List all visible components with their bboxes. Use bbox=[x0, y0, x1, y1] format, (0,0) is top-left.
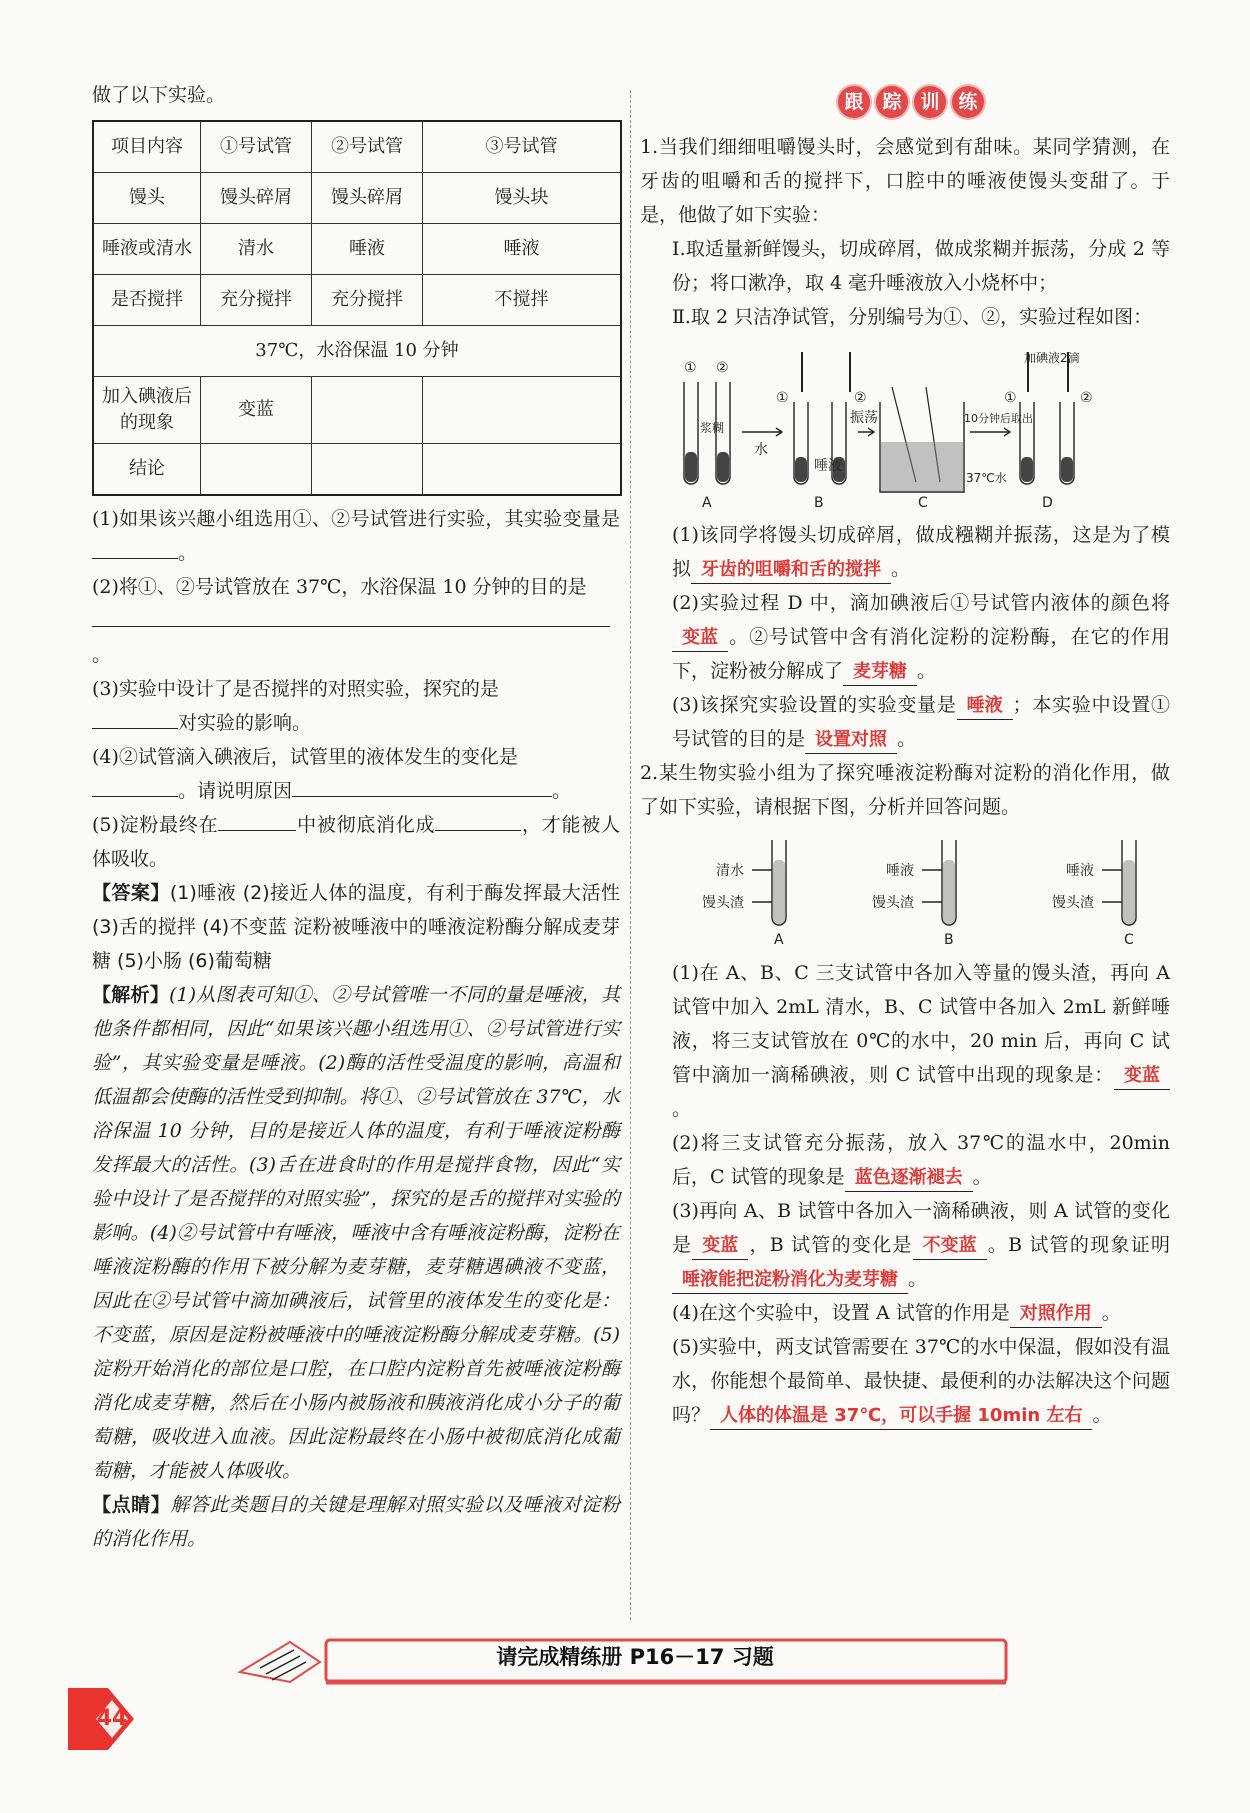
tube-top-label: 唾液 bbox=[886, 863, 914, 879]
left-question-5 bbox=[92, 808, 620, 876]
fig1-label: 振荡 bbox=[850, 410, 878, 426]
answer-blank bbox=[92, 604, 610, 627]
right-column bbox=[640, 130, 1170, 1432]
experiment-table bbox=[92, 120, 622, 496]
answer-blank bbox=[435, 808, 521, 831]
answer-fill: 对照作用 bbox=[1010, 1301, 1102, 1328]
table-row bbox=[93, 326, 621, 377]
tube-bottom-label: 馒头渣 bbox=[1052, 895, 1094, 911]
test-tubes-figure bbox=[640, 830, 1160, 950]
question-text: (1)在 A、B、C 三支试管中各加入等量的馒头渣，再向 A 试管中加入 2mL 清水，B、C 试管中各加入 2mL 新鲜唾液，将三支试管放在 0℃的水中，20 min 后，再向 C 试管中滴加一滴稀碘液，则 C 试管中出现的现象是： bbox=[672, 962, 1170, 1086]
answer-fill: 麦芽糖 bbox=[843, 659, 917, 686]
table-cell bbox=[201, 444, 312, 496]
question-text: 对实验的影响。 bbox=[178, 712, 312, 734]
table-row bbox=[93, 275, 621, 326]
answer-tag: 【答案】 bbox=[92, 882, 170, 904]
answer-fill: 人体的体温是 37℃，可以手握 10min 左右 bbox=[710, 1403, 1092, 1430]
table-cell: 清水 bbox=[201, 224, 312, 275]
table-cell: 唾液或清水 bbox=[93, 224, 201, 275]
table-cell bbox=[312, 377, 423, 444]
table-header-cell: ②号试管 bbox=[312, 121, 423, 173]
tube-name: A bbox=[774, 932, 784, 948]
tip-block bbox=[92, 1488, 620, 1556]
table-cell: 是否搅拌 bbox=[93, 275, 201, 326]
experiment-process-figure bbox=[664, 342, 1184, 512]
answer-block bbox=[92, 876, 620, 978]
q2-sub-4: (4)在这个实验中，设置 A 试管的作用是 对照作用 。 bbox=[640, 1296, 1170, 1330]
question-text: (1)该同学将馒头切成碎屑，做成糨糊并振荡，这是为了模拟 bbox=[672, 524, 1170, 580]
fig1-label: ② bbox=[716, 360, 729, 376]
fig1-label: 水 bbox=[754, 442, 768, 458]
liquid-fill bbox=[1021, 457, 1033, 482]
table-cell bbox=[423, 444, 622, 496]
table-cell: 结论 bbox=[93, 444, 201, 496]
table-row bbox=[93, 121, 621, 173]
question-text: (5)实验中，两支试管需要在 37℃的水中保温，假如没有温水，你能想个最简单、最快捷、最便利的办法解决这个问题吗？ bbox=[672, 1336, 1170, 1426]
q2-stem: 2.某生物实验小组为了探究唾液淀粉酶对淀粉的消化作用，做了如下实验，请根据下图，分析并回答问题。 bbox=[640, 762, 1170, 818]
question-text: ，B 试管的变化是 bbox=[748, 1234, 913, 1256]
q1-step-2: Ⅱ.取 2 只洁净试管，分别编号为①、②，实验过程如图： bbox=[672, 306, 1153, 328]
fig1-label: C bbox=[918, 495, 928, 511]
table-cell bbox=[312, 444, 423, 496]
answer-blank bbox=[292, 774, 552, 797]
answer-fill: 唾液 bbox=[957, 693, 1013, 720]
question-text: ，才能被人体吸收。 bbox=[92, 814, 620, 870]
table-cell: 馒头块 bbox=[423, 173, 622, 224]
table-row bbox=[93, 377, 621, 444]
question-text: (3)实验中设计了是否搅拌的对照实验，探究的是 bbox=[92, 678, 499, 700]
answer-blank bbox=[218, 808, 296, 831]
tip-tag: 【点睛】 bbox=[92, 1494, 171, 1516]
fig1-label: ② bbox=[1080, 390, 1093, 406]
fig1-label: 加碘液2滴 bbox=[1024, 351, 1080, 365]
answer-blank bbox=[92, 536, 178, 559]
table-merged-cell: 37℃，水浴保温 10 分钟 bbox=[93, 326, 621, 377]
table-cell: 馒头 bbox=[93, 173, 201, 224]
question-text: (4)②试管滴入碘液后，试管里的液体发生的变化是 bbox=[92, 746, 518, 768]
fig1-label: 唾液 bbox=[814, 458, 842, 474]
tip-text: 解答此类题目的关键是理解对照实验以及唾液对淀粉的消化作用。 bbox=[92, 1494, 620, 1550]
left-column bbox=[92, 78, 620, 1556]
table-cell: 馒头碎屑 bbox=[201, 173, 312, 224]
tube-top-label: 唾液 bbox=[1066, 863, 1094, 879]
table-row bbox=[93, 224, 621, 275]
question-text: (1)如果该兴趣小组选用①、②号试管进行实验，其实验变量是 bbox=[92, 508, 620, 530]
liquid-fill bbox=[795, 457, 807, 482]
question-text: (5)淀粉最终在 bbox=[92, 814, 219, 836]
fig1-label: 10分钟后取出 bbox=[964, 412, 1033, 425]
q1-step-1: Ⅰ.取适量新鲜馒头，切成碎屑，做成浆糊并振荡，分成 2 等份；将口漱净，取 4 毫升唾液放入小烧杯中； bbox=[672, 238, 1170, 294]
tube-top-label: 清水 bbox=[716, 863, 744, 879]
q2-sub-1: (1)在 A、B、C 三支试管中各加入等量的馒头渣，再向 A 试管中加入 2mL 清水，B、C 试管中各加入 2mL 新鲜唾液，将三支试管放在 0℃的水中，20 min 后，再向 C 试管中滴加一滴稀碘液，则 C 试管中出现的现象是： 变蓝。 bbox=[672, 962, 1170, 1120]
question-text: (3)再向 A、B 试管中各加入一滴稀碘液，则 A 试管的变化是 bbox=[672, 1200, 1170, 1256]
answer-fill: 变蓝 bbox=[672, 625, 728, 652]
q1-sub-2: (2)实验过程 D 中，滴加碘液后①号试管内液体的颜色将变蓝 。②号试管中含有消化淀粉的淀粉酶，在它的作用下，淀粉被分解成了 麦芽糖 。 bbox=[640, 586, 1170, 688]
tube-name: C bbox=[1124, 932, 1134, 948]
section-title bbox=[838, 86, 984, 118]
q1-sub-3: (3)该探究实验设置的实验变量是 唾液 ；本实验中设置①号试管的目的是 设置对照 。 bbox=[640, 688, 1170, 756]
answer-fill: 设置对照 bbox=[805, 727, 897, 754]
table-cell: 变蓝 bbox=[201, 377, 312, 444]
tube-bottom-label: 馒头渣 bbox=[872, 895, 914, 911]
fig1-label: ① bbox=[684, 360, 697, 376]
answer-fill: 不变蓝 bbox=[913, 1233, 987, 1260]
liquid-fill bbox=[685, 452, 697, 482]
analysis-text: (1)从图表可知①、②号试管唯一不同的量是唾液，其他条件都相同，因此“如果该兴趣小组选用①、②号试管进行实验”，其实验变量是唾液。(2)酶的活性受温度的影响，高温和低温都会使酶的活性受到抑制。将①、②号试管放在 37℃，水浴保温 10 分钟，目的是接近人体的温度，有利于唾液淀粉酶发挥最大的活性。(3)舌在进食时的作用是搅拌食物，因此“实验中设计了是否搅拌的对照实验”，探究的是舌的搅拌对实验的影响。(4)②号试管中有唾液，唾液中含有唾液淀粉酶，淀粉在唾液淀粉酶的作用下被分解为麦芽糖，麦芽糖遇碘液不变蓝，因此在②号试管中滴加碘液后，试管里的液体发生的变化是：不变蓝，原因是淀粉被唾液中的唾液淀粉酶分解成麦芽糖。(5)淀粉开始消化的部位是口腔，在口腔内淀粉首先被唾液淀粉酶消化成麦芽糖，然后在小肠内被肠液和胰液消化成小分子的葡萄糖，吸收进入血液。因此淀粉最终在小肠中被彻底消化成葡萄糖，才能被人体吸收。 bbox=[92, 984, 620, 1482]
answer-blank bbox=[92, 706, 178, 729]
fig1-label: 浆糊 bbox=[700, 421, 725, 435]
water-bath-fill bbox=[881, 442, 963, 491]
fig1-label: ② bbox=[854, 390, 867, 406]
q2-sub-2: (2)将三支试管充分振荡，放入 37℃的温水中，20min 后，C 试管的现象是 蓝色逐渐褪去 。 bbox=[640, 1126, 1170, 1194]
liquid-fill bbox=[943, 860, 955, 924]
left-question-4: (4)②试管滴入碘液后，试管里的液体发生的变化是 。请说明原因 。 bbox=[92, 746, 572, 802]
analysis-tag: 【解析】 bbox=[92, 984, 170, 1006]
question-text: 中被彻底消化成 bbox=[296, 814, 436, 836]
table-cell: 唾液 bbox=[312, 224, 423, 275]
answer-fill: 牙齿的咀嚼和舌的搅拌 bbox=[691, 557, 891, 584]
question-text: (2)实验过程 D 中，滴加碘液后①号试管内液体的颜色将 bbox=[672, 592, 1170, 614]
table-cell bbox=[423, 377, 622, 444]
section-title-char: 跟 bbox=[838, 86, 870, 118]
liquid-fill bbox=[773, 860, 785, 924]
page-number: 44 bbox=[96, 1706, 128, 1731]
q1-stem: 1.当我们细细咀嚼馒头时，会感觉到有甜味。某同学猜测，在牙齿的咀嚼和舌的搅拌下，口腔中的唾液使馒头变甜了。于是，他做了如下实验： bbox=[640, 136, 1170, 226]
table-cell: 加入碘液后的现象 bbox=[93, 377, 201, 444]
left-question-3 bbox=[92, 672, 620, 740]
left-question-2: (2)将①、②号试管放在 37℃，水浴保温 10 分钟的目的是 。 bbox=[92, 570, 620, 672]
table-cell: 充分搅拌 bbox=[312, 275, 423, 326]
section-title-char: 练 bbox=[952, 86, 984, 118]
fig1-label: B bbox=[814, 495, 824, 511]
answer-fill: 变蓝 bbox=[692, 1233, 748, 1260]
q2-sub-5: (5)实验中，两支试管需要在 37℃的水中保温，假如没有温水，你能想个最简单、最快捷、最便利的办法解决这个问题吗？ 人体的体温是 37℃，可以手握 10min 左右 。 bbox=[640, 1330, 1170, 1432]
table-cell: 不搅拌 bbox=[423, 275, 622, 326]
question-text: (4)在这个实验中，设置 A 试管的作用是 bbox=[672, 1302, 1010, 1324]
fig1-label: D bbox=[1042, 495, 1053, 511]
table-header-cell: 项目内容 bbox=[93, 121, 201, 173]
question-text: ；本实验中设置①号试管的目的是 bbox=[672, 694, 1170, 750]
tube-name: B bbox=[944, 932, 954, 948]
table-cell: 唾液 bbox=[423, 224, 622, 275]
table-header-cell: ③号试管 bbox=[423, 121, 622, 173]
question-text: (3)该探究实验设置的实验变量是 bbox=[672, 694, 957, 716]
table-cell: 充分搅拌 bbox=[201, 275, 312, 326]
table-row bbox=[93, 173, 621, 224]
question-text: 。请说明原因 bbox=[178, 780, 293, 802]
answer-fill: 变蓝 bbox=[1114, 1063, 1170, 1090]
fig1-label: ① bbox=[1004, 390, 1017, 406]
liquid-fill bbox=[1123, 860, 1135, 924]
question-text: 。②号试管中含有消化淀粉的淀粉酶，在它的作用下，淀粉被分解成了 bbox=[672, 626, 1170, 682]
liquid-fill bbox=[1061, 457, 1073, 482]
section-title-char: 训 bbox=[914, 86, 946, 118]
question-text: (2)将①、②号试管放在 37℃，水浴保温 10 分钟的目的是 bbox=[92, 576, 587, 598]
left-question-1: (1)如果该兴趣小组选用①、②号试管进行实验，其实验变量是。 bbox=[92, 508, 620, 564]
fig1-label: ① bbox=[776, 390, 789, 406]
analysis-block bbox=[92, 978, 620, 1488]
fig1-label: 37℃水 bbox=[966, 471, 1007, 485]
question-text: (2)将三支试管充分振荡，放入 37℃的温水中，20min 后，C 试管的现象是 bbox=[672, 1132, 1170, 1188]
question-text: 。B 试管的现象证明 bbox=[986, 1234, 1170, 1256]
table-row bbox=[93, 444, 621, 496]
liquid-fill bbox=[717, 452, 729, 482]
practice-banner-text: 请完成精练册 P16－17 习题 bbox=[496, 1645, 774, 1669]
tube-bottom-label: 馒头渣 bbox=[702, 895, 744, 911]
answer-text: (1)唾液 (2)接近人体的温度，有利于酶发挥最大活性 (3)舌的搅拌 (4)不变蓝 淀粉被唾液中的唾液淀粉酶分解成麦芽糖 (5)小肠 (6)葡萄糖 bbox=[92, 882, 620, 972]
section-title-char: 踪 bbox=[876, 86, 908, 118]
answer-fill: 蓝色逐渐褪去 bbox=[845, 1165, 973, 1192]
answer-fill: 唾液能把淀粉消化为麦芽糖 bbox=[672, 1267, 908, 1294]
q2-sub-3: (3)再向 A、B 试管中各加入一滴稀碘液，则 A 试管的变化是 变蓝 ，B 试管的变化是 不变蓝 。B 试管的现象证明唾液能把淀粉消化为麦芽糖 。 bbox=[640, 1194, 1170, 1296]
left-intro: 做了以下实验。 bbox=[92, 84, 226, 106]
q1-sub-1: (1)该同学将馒头切成碎屑，做成糨糊并振荡，这是为了模拟 牙齿的咀嚼和舌的搅拌 。 bbox=[640, 518, 1170, 586]
column-divider bbox=[630, 90, 631, 1620]
table-cell: 馒头碎屑 bbox=[312, 173, 423, 224]
answer-blank bbox=[92, 774, 178, 797]
fig1-label: A bbox=[702, 495, 712, 511]
table-header-cell: ①号试管 bbox=[201, 121, 312, 173]
